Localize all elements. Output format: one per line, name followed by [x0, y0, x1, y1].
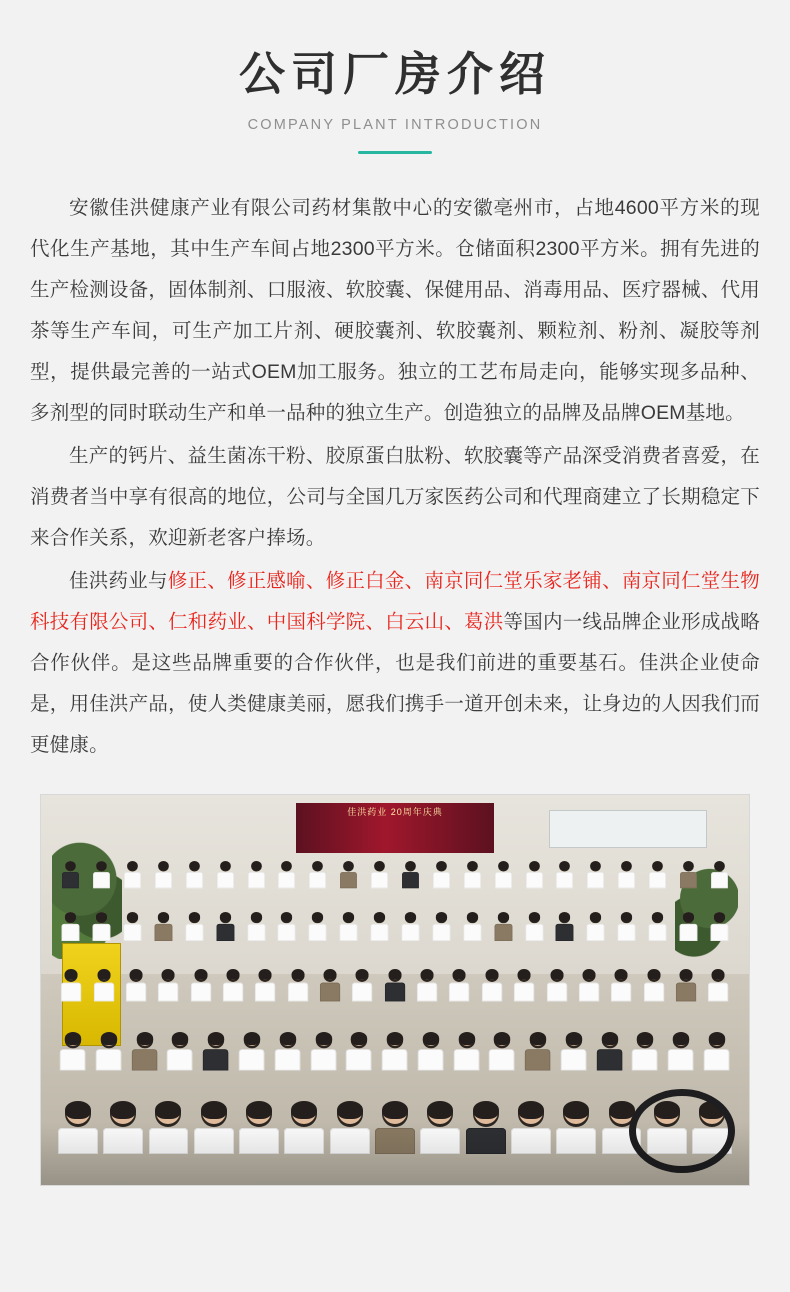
- photo-person: [586, 912, 605, 941]
- photo-wall-sign: [549, 810, 707, 847]
- photo-person: [60, 969, 82, 1002]
- photo-person: [310, 1032, 338, 1071]
- photo-banner: [296, 803, 494, 854]
- photo-person: [611, 969, 633, 1002]
- photo-vignette: [41, 1123, 749, 1185]
- photo-person: [123, 861, 141, 888]
- photo-person: [449, 969, 471, 1002]
- photo-person: [524, 1032, 552, 1071]
- photo-person: [525, 861, 543, 888]
- photo-person: [131, 1032, 159, 1071]
- photo-person: [154, 861, 172, 888]
- photo-person: [596, 1032, 624, 1071]
- photo-person: [190, 969, 212, 1002]
- photo-person: [246, 912, 265, 941]
- photo-person: [649, 861, 667, 888]
- photo-person: [703, 1032, 731, 1071]
- photo-person: [481, 969, 503, 1002]
- photo-person: [62, 861, 80, 888]
- photo-person: [216, 912, 235, 941]
- photo-person: [202, 1032, 230, 1071]
- photo-person: [556, 861, 574, 888]
- page-title: 公司厂房介绍: [239, 48, 551, 100]
- photo-person: [222, 969, 244, 1002]
- paragraph-3: [30, 561, 760, 766]
- photo-person-row: [55, 861, 735, 905]
- photo-person: [617, 912, 636, 941]
- photo-person: [401, 912, 420, 941]
- photo-person: [710, 861, 728, 888]
- photo-person: [92, 912, 111, 941]
- photo-person: [61, 912, 80, 941]
- photo-person: [308, 912, 327, 941]
- photo-person: [339, 912, 358, 941]
- photo-person: [247, 861, 265, 888]
- photo-person: [93, 969, 115, 1002]
- photo-person: [154, 912, 173, 941]
- photo-person: [494, 861, 512, 888]
- photo-person: [513, 969, 535, 1002]
- photo-person: [123, 912, 142, 941]
- photo-person: [432, 861, 450, 888]
- photo-person: [185, 861, 203, 888]
- paragraph-3-tail: 等国内一线品牌企业形成战略合作伙伴。是这些品牌重要的合作伙伴，也是我们前进的重要基石。佳洪企业使命是，用佳洪产品，使人类健康美丽，愿我们携手一道开创未来，让身边的人因我们而更健康。: [30, 610, 760, 756]
- photo-banner-text: 佳洪药业 20周年庆典: [347, 806, 443, 817]
- photo-person: [125, 969, 147, 1002]
- photo-person: [371, 861, 389, 888]
- photo-person: [416, 969, 438, 1002]
- photo-person: [648, 912, 667, 941]
- photo-person: [488, 1032, 516, 1071]
- photo-person: [708, 969, 730, 1002]
- photo-person: [319, 969, 341, 1002]
- photo-person: [463, 912, 482, 941]
- paragraph-1: 安徽佳洪健康产业有限公司药材集散中心的安徽亳州市，占地4600平方米的现代化生产基地，其中生产车间占地2300平方米。仓储面积2300平方米。拥有先进的生产检测设备，固体制剂、口服液、软胶囊、保健用品、消毒用品、医疗器械、代用茶等生产车间，可生产加工片剂、硬胶囊剂、软胶囊剂、颗粒剂、粉剂、凝胶等剂型，提供最完善的一站式OEM加工服务。独立的工艺布局走向，能够实现多品种、多剂型的同时联动生产和单一品种的独立生产。创造独立的品牌及品牌OEM基地。: [30, 196, 760, 424]
- photo-person: [255, 969, 277, 1002]
- photo-person: [643, 969, 665, 1002]
- photo-person: [546, 969, 568, 1002]
- photo-person: [216, 861, 234, 888]
- photo-person: [59, 1032, 87, 1071]
- photo-person: [340, 861, 358, 888]
- photo-person: [345, 1032, 373, 1071]
- photo-person: [157, 969, 179, 1002]
- photo-person: [417, 1032, 445, 1071]
- photo-person: [463, 861, 481, 888]
- photo-person: [93, 861, 111, 888]
- photo-person: [166, 1032, 194, 1071]
- photo-person: [631, 1032, 659, 1071]
- photo-person: [287, 969, 309, 1002]
- photo-person: [238, 1032, 266, 1071]
- photo-person: [555, 912, 574, 941]
- partner-brands: 修正、修正感喻、修正白金、南京同仁堂乐家老铺、南京同仁堂生物科技有限公司、仁和药业、中国科学院、白云山、葛洪: [30, 569, 760, 633]
- photo-person: [370, 912, 389, 941]
- photo-person: [675, 969, 697, 1002]
- photo-person: [524, 912, 543, 941]
- photo-person: [352, 969, 374, 1002]
- photo-person: [278, 861, 296, 888]
- photo-person: [578, 969, 600, 1002]
- photo-person: [587, 861, 605, 888]
- photo-person-row: [55, 969, 735, 1014]
- photo-person-row: [55, 1032, 735, 1079]
- group-photo: [40, 794, 750, 1186]
- photo-person: [494, 912, 513, 941]
- photo-person: [309, 861, 327, 888]
- photo-person: [185, 912, 204, 941]
- photo-person: [274, 1032, 302, 1071]
- photo-person: [618, 861, 636, 888]
- photo-person: [453, 1032, 481, 1071]
- intro-text: [30, 188, 760, 766]
- photo-person: [432, 912, 451, 941]
- photo-person: [384, 969, 406, 1002]
- photo-person: [667, 1032, 695, 1071]
- photo-person: [679, 912, 698, 941]
- photo-person: [710, 912, 729, 941]
- photo-person: [560, 1032, 588, 1071]
- photo-person: [679, 861, 697, 888]
- photo-person: [277, 912, 296, 941]
- photo-person: [401, 861, 419, 888]
- paragraph-2: 生产的钙片、益生菌冻干粉、胶原蛋白肽粉、软胶囊等产品深受消费者喜爱，在消费者当中享有很高的地位，公司与全国几万家医药公司和代理商建立了长期稳定下来合作关系，欢迎新老客户捧场。: [30, 444, 760, 549]
- title-divider: [358, 151, 432, 154]
- photo-person: [381, 1032, 409, 1071]
- paragraph-3-lead: 佳洪药业与: [69, 569, 168, 592]
- photo-person: [95, 1032, 123, 1071]
- photo-person-row: [55, 912, 735, 956]
- page-header: [0, 0, 790, 154]
- page-subtitle: COMPANY PLANT INTRODUCTION: [247, 116, 543, 133]
